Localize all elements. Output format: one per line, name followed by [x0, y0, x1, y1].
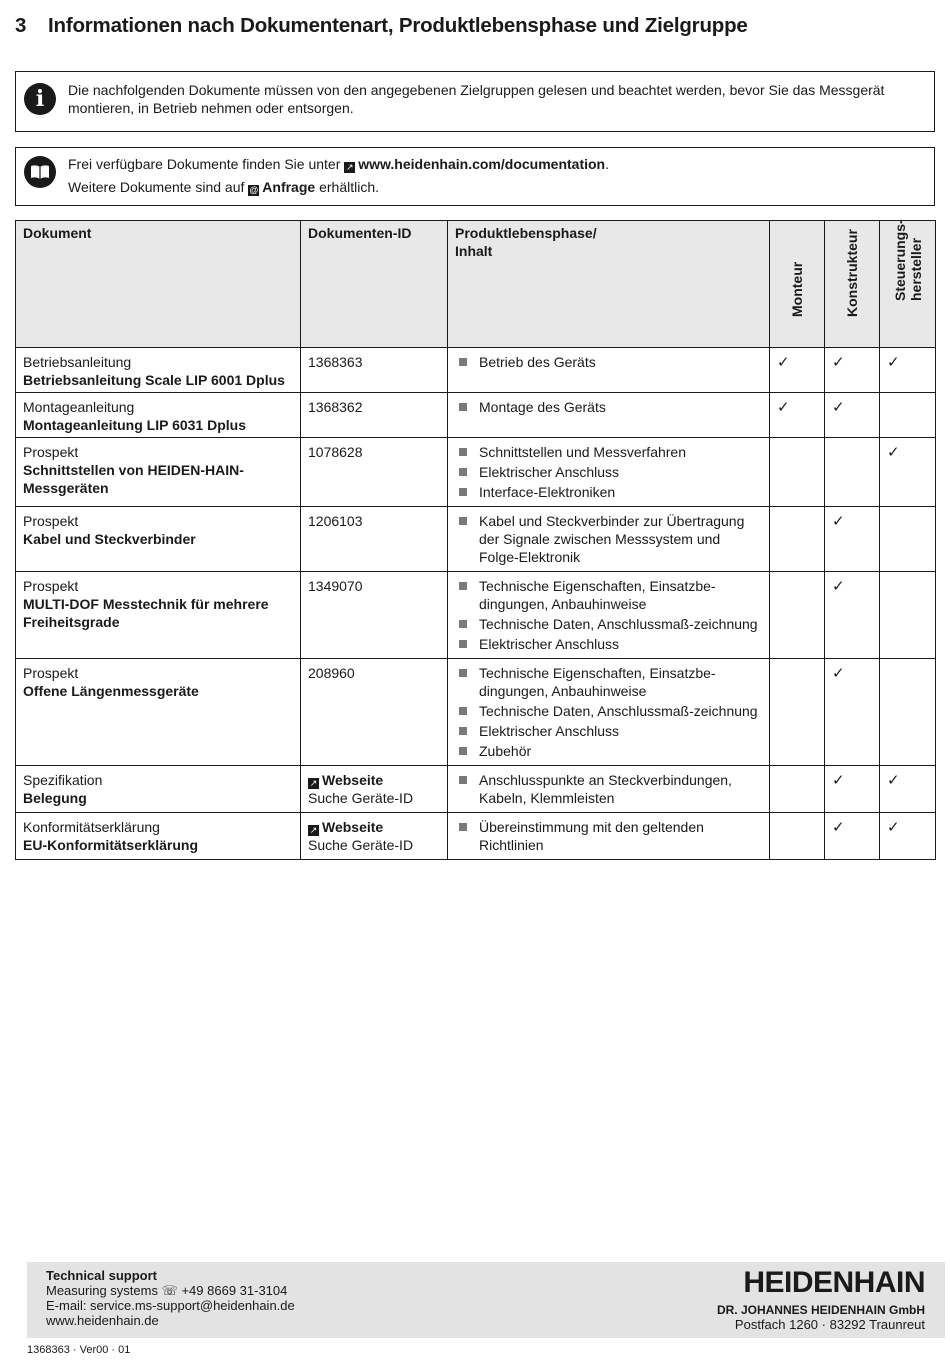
external-link-icon: ↗	[345, 162, 354, 172]
monteur-cell	[770, 572, 825, 659]
document-type: Konformitätserklärung	[23, 819, 160, 835]
header-doc-id: Dokumenten-ID	[301, 221, 448, 348]
monteur-cell	[770, 766, 825, 813]
info-icon: i	[24, 83, 56, 115]
document-title: MULTI-DOF Messtechnik für mehrere Freiheitsgrade	[23, 596, 269, 630]
document-type: Prospekt	[23, 665, 79, 681]
document-title: Belegung	[23, 790, 87, 806]
content-item: Zubehör	[455, 742, 762, 760]
monteur-cell	[770, 659, 825, 766]
document-type: Prospekt	[23, 444, 79, 460]
header-monteur: Monteur	[770, 221, 825, 348]
content-cell	[448, 393, 770, 438]
check-icon: ✓	[832, 577, 845, 595]
document-cell	[16, 438, 301, 507]
doc-id-cell: 1368363	[301, 348, 448, 393]
content-item: Montage des Geräts	[455, 398, 762, 416]
steuerungshersteller-cell	[880, 659, 936, 766]
check-icon: ✓	[777, 398, 790, 416]
check-icon: ✓	[887, 353, 900, 371]
content-cell	[448, 659, 770, 766]
content-item: Interface-Elektroniken	[455, 483, 762, 501]
doc-id-cell: 208960	[301, 659, 448, 766]
doc-id-cell: 1368362	[301, 393, 448, 438]
content-item: Technische Eigenschaften, Einsatzbe-dingungen, Anbauhinweise	[455, 664, 762, 700]
request-link[interactable]: Anfrage	[262, 179, 316, 195]
content-item: Technische Eigenschaften, Einsatzbe-dingungen, Anbauhinweise	[455, 577, 762, 613]
content-item: Schnittstellen und Messverfahren	[455, 443, 762, 461]
document-title: EU-Konformitätserklärung	[23, 837, 199, 853]
header-steuerungshersteller: Steuerungs- hersteller	[880, 221, 936, 348]
section-number: 3	[15, 14, 27, 37]
konstrukteur-cell	[825, 572, 880, 659]
doc-id-cell: ↗ Webseite Suche Geräte-ID	[301, 766, 448, 813]
table-row	[16, 572, 936, 659]
documents-note-line2: Weitere Dokumente sind auf @ Anfrage erhältlich.	[68, 179, 379, 195]
document-title: Betriebsanleitung Scale LIP 6001 Dplus	[23, 372, 285, 388]
content-item: Elektrischer Anschluss	[455, 635, 762, 653]
monteur-cell	[770, 438, 825, 507]
doc-id-cell: 1078628	[301, 438, 448, 507]
content-item: Übereinstimmung mit den geltenden Richtlinien	[455, 818, 762, 854]
konstrukteur-cell	[825, 348, 880, 393]
check-icon: ✓	[832, 664, 845, 682]
content-item: Technische Daten, Anschlussmaß-zeichnung	[455, 615, 762, 633]
table-header-row	[16, 221, 936, 348]
header-konstrukteur: Konstrukteur	[825, 221, 880, 348]
steuerungshersteller-cell	[880, 572, 936, 659]
content-item: Kabel und Steckverbinder zur Übertragung der Signale zwischen Messsystem und Folge-Elektronik	[455, 512, 762, 566]
konstrukteur-cell	[825, 393, 880, 438]
steuerungshersteller-cell	[880, 813, 936, 860]
document-cell	[16, 348, 301, 393]
steuerungshersteller-cell	[880, 348, 936, 393]
steuerungshersteller-cell	[880, 438, 936, 507]
document-title: Kabel und Steckverbinder	[23, 531, 196, 547]
company-name: DR. JOHANNES HEIDENHAIN GmbH	[716, 1303, 925, 1317]
external-link-icon: ↗	[309, 778, 318, 788]
content-item: Betrieb des Geräts	[455, 353, 762, 371]
table-row	[16, 813, 936, 860]
document-type: Betriebsanleitung	[23, 354, 132, 370]
table-row	[16, 348, 936, 393]
check-icon: ✓	[887, 443, 900, 461]
check-icon: ✓	[832, 353, 845, 371]
external-link-icon: ↗	[309, 825, 318, 835]
section-heading	[15, 14, 748, 38]
website-link[interactable]: Webseite	[322, 772, 384, 788]
book-icon	[24, 156, 56, 188]
monteur-cell	[770, 393, 825, 438]
konstrukteur-cell	[825, 766, 880, 813]
steuerungshersteller-cell	[880, 766, 936, 813]
header-phase: Produktlebensphase/ Inhalt	[448, 221, 770, 348]
document-title: Schnittstellen von HEIDEN-HAIN-Messgeräten	[23, 462, 244, 496]
check-icon: ✓	[887, 818, 900, 836]
support-info: Technical support Measuring systems ☏ +49 8669 31-3104 E-mail: service.ms-support@heidenhain.de www.heidenhain.de	[46, 1268, 295, 1328]
check-icon: ✓	[887, 771, 900, 789]
documents-note	[15, 147, 935, 206]
document-title: Offene Längenmessgeräte	[23, 683, 199, 699]
check-icon: ✓	[777, 353, 790, 371]
document-cell	[16, 393, 301, 438]
info-note-text: Die nachfolgenden Dokumente müssen von den angegebenen Zielgruppen gelesen und beachtet werden, bevor Sie das Messgerät montieren, in Betrieb nehmen oder entsorgen.	[68, 82, 885, 116]
document-cell	[16, 572, 301, 659]
website-link[interactable]: Webseite	[322, 819, 384, 835]
doc-id-cell: 1206103	[301, 507, 448, 572]
documentation-link[interactable]: www.heidenhain.com/documentation	[358, 156, 606, 172]
check-icon: ✓	[832, 512, 845, 530]
content-cell	[448, 507, 770, 572]
check-icon: ✓	[832, 818, 845, 836]
konstrukteur-cell	[825, 438, 880, 507]
monteur-cell	[770, 348, 825, 393]
header-document: Dokument	[16, 221, 301, 348]
document-cell	[16, 659, 301, 766]
content-cell	[448, 813, 770, 860]
table-row	[16, 659, 936, 766]
document-type: Montageanleitung	[23, 399, 135, 415]
document-cell	[16, 507, 301, 572]
check-icon: ✓	[832, 771, 845, 789]
content-cell	[448, 348, 770, 393]
info-note	[15, 71, 935, 132]
doc-id-cell: ↗ Webseite Suche Geräte-ID	[301, 813, 448, 860]
content-item: Elektrischer Anschluss	[455, 463, 762, 481]
content-item: Elektrischer Anschluss	[455, 722, 762, 740]
content-item: Technische Daten, Anschlussmaß-zeichnung	[455, 702, 762, 720]
content-cell	[448, 766, 770, 813]
konstrukteur-cell	[825, 813, 880, 860]
documents-note-line1: Frei verfügbare Dokumente finden Sie unter ↗ www.heidenhain.com/documentation.	[68, 156, 609, 172]
document-cell	[16, 813, 301, 860]
section-title: Informationen nach Dokumentenart, Produktlebensphase und Zielgruppe	[48, 14, 748, 37]
monteur-cell	[770, 813, 825, 860]
document-code: 1368363 · Ver00 · 01	[27, 1344, 131, 1356]
content-cell	[448, 572, 770, 659]
document-type: Prospekt	[23, 513, 79, 529]
document-title: Montageanleitung LIP 6031 Dplus	[23, 417, 247, 433]
monteur-cell	[770, 507, 825, 572]
footer	[27, 1262, 945, 1338]
steuerungshersteller-cell	[880, 507, 936, 572]
doc-id-cell: 1349070	[301, 572, 448, 659]
document-type: Spezifikation	[23, 772, 103, 788]
table-row	[16, 766, 936, 813]
table-row	[16, 393, 936, 438]
content-cell	[448, 438, 770, 507]
konstrukteur-cell	[825, 507, 880, 572]
heidenhain-logo: HEIDENHAIN	[743, 1266, 925, 1299]
table-row	[16, 507, 936, 572]
check-icon: ✓	[832, 398, 845, 416]
documents-note-text	[68, 153, 922, 199]
documents-table	[15, 220, 936, 860]
company-address: Postfach 1260 · 83292 Traunreut	[734, 1317, 925, 1332]
content-item: Anschlusspunkte an Steckverbindungen, Kabeln, Klemmleisten	[455, 771, 762, 807]
table-row	[16, 438, 936, 507]
at-request-icon: @	[249, 185, 259, 195]
document-cell	[16, 766, 301, 813]
document-type: Prospekt	[23, 578, 79, 594]
steuerungshersteller-cell	[880, 393, 936, 438]
konstrukteur-cell	[825, 659, 880, 766]
